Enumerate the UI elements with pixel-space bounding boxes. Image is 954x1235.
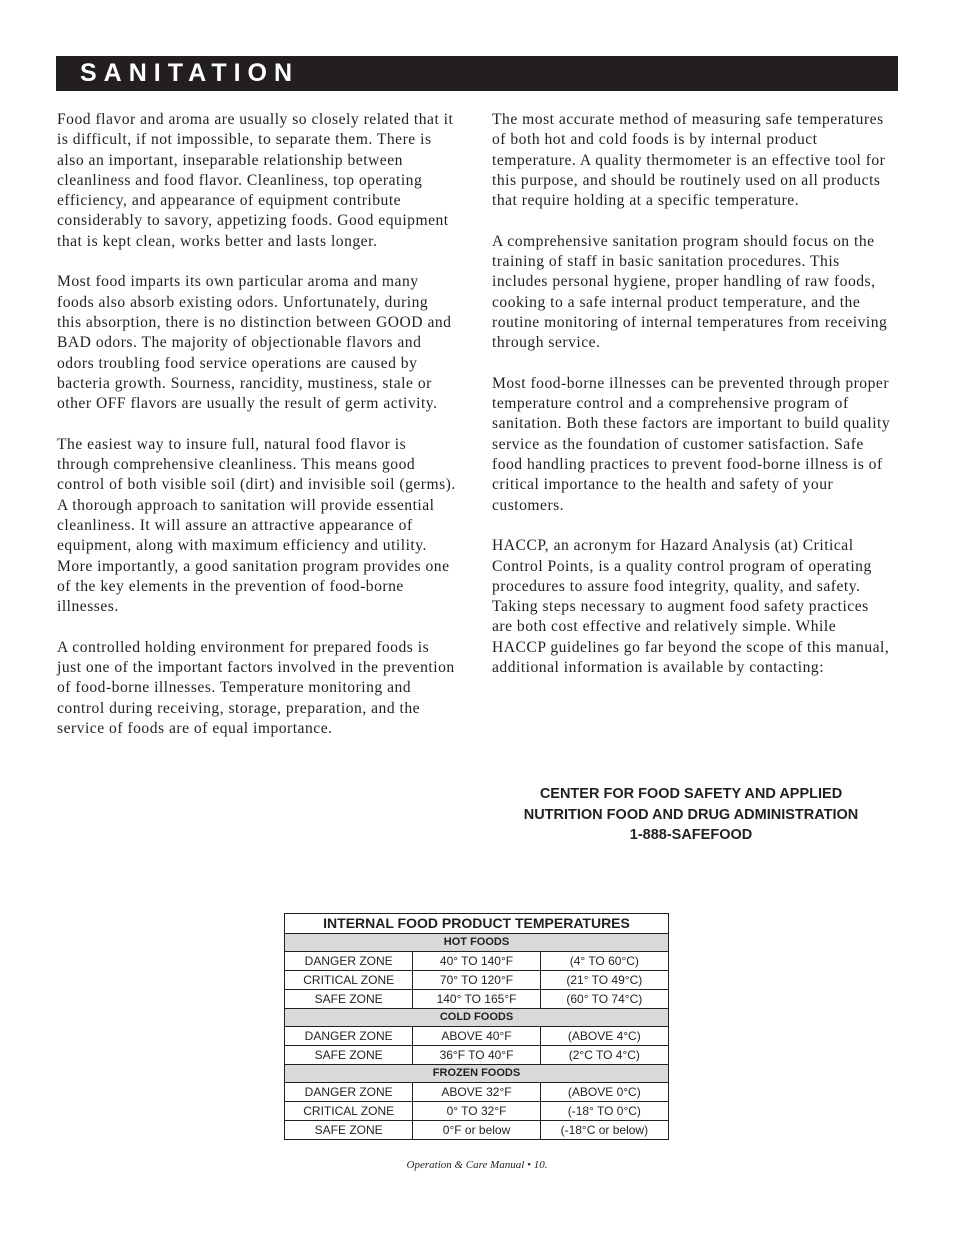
table-row <box>285 1027 669 1046</box>
paragraph: Most food imparts its own particular aroma and many foods also absorb existing odors. Unfortunately, during this absorption, there is no distinction between GOOD and BAD odors. The majority of objectionable flavors and odors troubling food service operations are caused by bacteria growth. Sourness, rancidity, mustiness, stale or other OFF flavors are usually the result of germ activity. <box>57 273 452 413</box>
fahrenheit-cell: ABOVE 40°F <box>413 1027 540 1046</box>
table-title: INTERNAL FOOD PRODUCT TEMPERATURES <box>285 914 669 934</box>
right-text-column <box>492 110 892 699</box>
table-row <box>285 971 669 990</box>
left-text-column <box>57 110 457 760</box>
celsius-cell: (ABOVE 4°C) <box>540 1027 668 1046</box>
zone-cell: SAFE ZONE <box>285 1046 413 1065</box>
table-row <box>285 1121 669 1140</box>
fahrenheit-cell: 0°F or below <box>413 1121 540 1140</box>
paragraph: A comprehensive sanitation program should focus on the training of staff in basic sanitation procedures. This includes personal hygiene, proper handling of raw foods, cooking to a safe internal product temperature, and the routine monitoring of internal temperatures from receiving through service. <box>492 232 888 352</box>
celsius-cell: (ABOVE 0°C) <box>540 1083 668 1102</box>
section-title: SANITATION <box>80 59 300 87</box>
fahrenheit-cell: ABOVE 32°F <box>413 1083 540 1102</box>
table-section-header: COLD FOODS <box>285 1009 669 1027</box>
zone-cell: DANGER ZONE <box>285 1083 413 1102</box>
section-header-bar <box>56 56 898 91</box>
celsius-cell: (-18°C or below) <box>540 1121 668 1140</box>
paragraph: A controlled holding environment for prepared foods is just one of the important factors involved in the prevention of food-borne illnesses. Temperature monitoring and control during receiving, storage, preparation, and the service of foods are of equal importance. <box>57 638 455 737</box>
contact-phone: 1-888-SAFEFOOD <box>629 827 753 843</box>
contact-line: NUTRITION FOOD AND DRUG ADMINISTRATION <box>523 806 859 823</box>
fahrenheit-cell: 40° TO 140°F <box>413 952 540 971</box>
table-row <box>285 1102 669 1121</box>
temperature-table <box>284 913 669 1140</box>
zone-cell: DANGER ZONE <box>285 952 413 971</box>
fahrenheit-cell: 36°F TO 40°F <box>413 1046 540 1065</box>
celsius-cell: (60° TO 74°C) <box>540 990 668 1009</box>
fahrenheit-cell: 0° TO 32°F <box>413 1102 540 1121</box>
table-row <box>285 952 669 971</box>
table-section-header: FROZEN FOODS <box>285 1065 669 1083</box>
table-row <box>285 990 669 1009</box>
table-row <box>285 1046 669 1065</box>
celsius-cell: (4° TO 60°C) <box>540 952 668 971</box>
zone-cell: DANGER ZONE <box>285 1027 413 1046</box>
contact-block <box>492 784 890 846</box>
paragraph: HACCP, an acronym for Hazard Analysis (at) Critical Control Points, is a quality control program of operating procedures to assure food integrity, quality, and safety. Taking steps necessary to augment food safety practices are both cost effective and relatively simple. While HACCP guidelines go far beyond the scope of this manual, additional information is available by contacting: <box>492 537 890 677</box>
contact-line: CENTER FOR FOOD SAFETY AND APPLIED <box>539 786 843 802</box>
table-row <box>285 1083 669 1102</box>
table-section-header: HOT FOODS <box>285 934 669 952</box>
fahrenheit-cell: 70° TO 120°F <box>413 971 540 990</box>
zone-cell: CRITICAL ZONE <box>285 971 413 990</box>
celsius-cell: (-18° TO 0°C) <box>540 1102 668 1121</box>
zone-cell: SAFE ZONE <box>285 990 413 1009</box>
paragraph: The easiest way to insure full, natural food flavor is through comprehensive cleanliness. This means good control of both visible soil (dirt) and invisible soil (germs). A thorough approach to sanitation will provide essential cleanliness. It will assure an attractive appearance of equipment, along with maximum efficiency and utility. More importantly, a good sanitation program provides one of the key elements in the prevention of food-borne illnesses. <box>57 435 456 616</box>
paragraph: Most food-borne illnesses can be prevented through proper temperature control and a comprehensive program of sanitation. Both these factors are important to build quality service as the foundation of customer satisfaction. Safe food handling practices to prevent food-borne illness is of critical importance to the health and safety of your customers. <box>492 374 891 514</box>
page-footer: Operation & Care Manual • 10. <box>406 1159 548 1171</box>
paragraph: Food flavor and aroma are usually so closely related that it is difficult, if not impossible, to separate them. There is also an important, inseparable relationship between cleanliness and food flavor. Cleanliness, top operating efficiency, and appearance of equipment contribute considerably to savory, appetizing foods. Good equipment that is kept clean, works better and lasts longer. <box>57 111 454 250</box>
zone-cell: SAFE ZONE <box>285 1121 413 1140</box>
celsius-cell: (2°C TO 4°C) <box>540 1046 668 1065</box>
zone-cell: CRITICAL ZONE <box>285 1102 413 1121</box>
fahrenheit-cell: 140° TO 165°F <box>413 990 540 1009</box>
celsius-cell: (21° TO 49°C) <box>540 971 668 990</box>
paragraph: The most accurate method of measuring safe temperatures of both hot and cold foods is by internal product temperature. A quality thermometer is an effective tool for this purpose, and should be routinely used on all products that require holding at a specific temperature. <box>492 111 886 210</box>
